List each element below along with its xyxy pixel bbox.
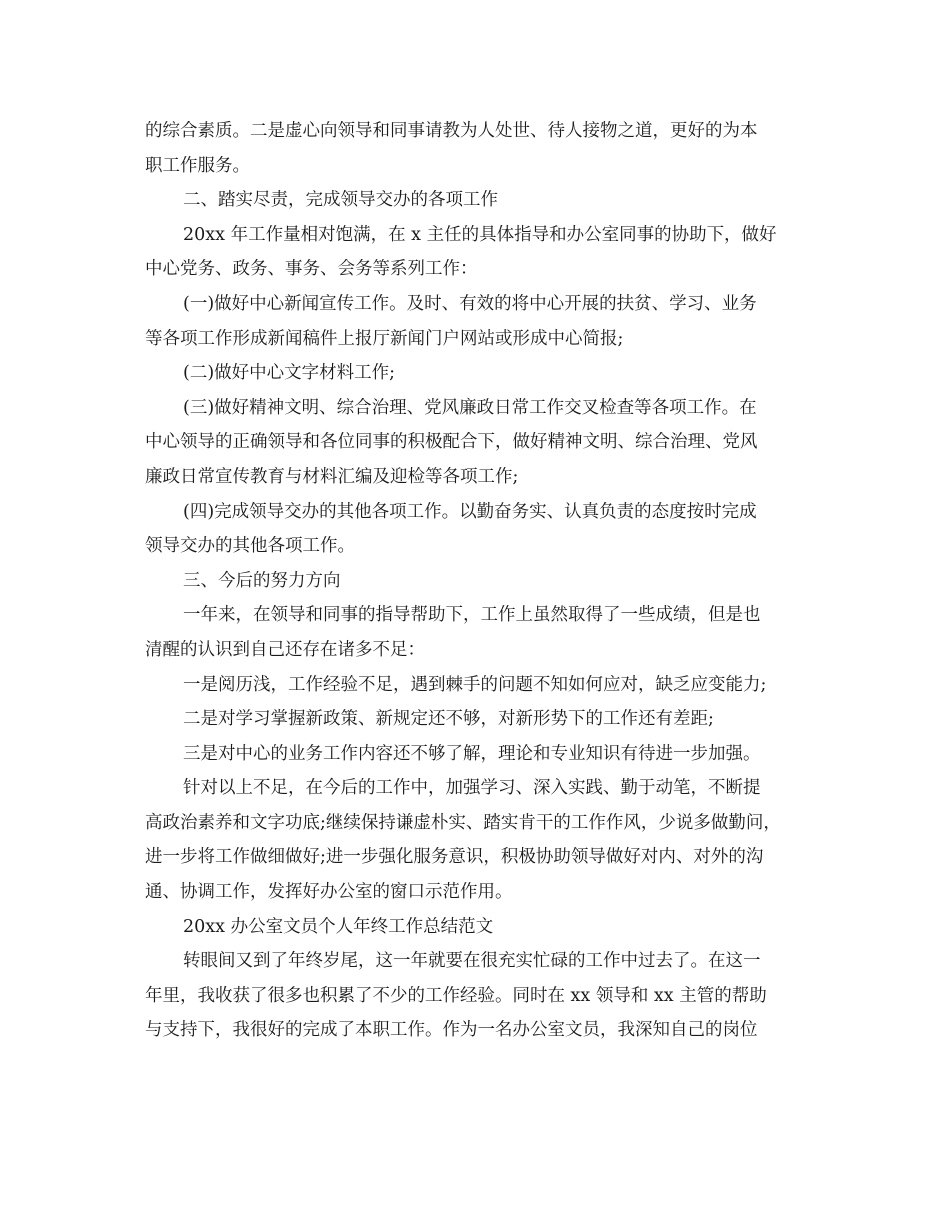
text-line: 三是对中心的业务工作内容还不够了解，理论和专业知识有待进一步加强。 (183, 743, 761, 764)
text-line: 中心党务、政务、事务、会务等系列工作： (145, 259, 478, 280)
text-line: 进一步将工作做细做好;进一步强化服务意识，积极协助领导做好对内、对外的沟 (145, 847, 764, 868)
document-body (145, 114, 815, 1048)
text-line: 针对以上不足，在今后的工作中，加强学习、深入实践、勤于动笔，不断提 (183, 778, 761, 799)
text-line: 中心领导的正确领导和各位同事的积极配合下，做好精神文明、综合治理、党风 (145, 432, 758, 453)
text-line: 二是对学习掌握新政策、新规定还不够，对新形势下的工作还有差距; (183, 709, 714, 730)
text-line: (四)完成领导交办的其他各项工作。以勤奋务实、认真负责的态度按时完成 (183, 501, 757, 522)
text-line: 等各项工作形成新闻稿件上报厅新闻门户网站或形成中心简报; (145, 328, 624, 349)
text-line: 廉政日常宣传教育与材料汇编及迎检等各项工作; (145, 466, 519, 487)
text-line: 领导交办的其他各项工作。 (145, 536, 355, 557)
text-line: (三)做好精神文明、综合治理、党风廉政日常工作交叉检查等各项工作。在 (183, 397, 757, 418)
text-line: 二、踏实尽责，完成领导交办的各项工作 (183, 190, 498, 211)
text-line: 通、协调工作，发挥好办公室的窗口示范作用。 (145, 882, 513, 903)
text-line: 一是阅历浅，工作经验不足，遇到棘手的问题不知如何应对，缺乏应变能力; (183, 674, 767, 695)
text-line: 清醒的认识到自己还存在诸多不足： (145, 639, 425, 660)
text-line: 三、今后的努力方向 (183, 570, 341, 591)
text-line: 职工作服务。 (145, 155, 250, 176)
text-line: 20xx 办公室文员个人年终工作总结范文 (183, 916, 494, 937)
text-line: 高政治素养和文字功底;继续保持谦虚朴实、踏实肯干的工作作风，少说多做勤问， (145, 812, 781, 833)
text-line: (二)做好中心文字材料工作; (183, 363, 396, 384)
text-line: 转眼间又到了年终岁尾，这一年就要在很充实忙碌的工作中过去了。在这一 (183, 951, 761, 972)
text-line: 与支持下，我很好的完成了本职工作。作为一名办公室文员，我深知自己的岗位 (145, 1020, 758, 1041)
text-line: 年里，我收获了很多也积累了不少的工作经验。同时在 xx 领导和 xx 主管的帮助 (145, 985, 767, 1006)
text-line: 一年来，在领导和同事的指导帮助下，工作上虽然取得了一些成绩，但是也 (183, 605, 761, 626)
text-line: 20xx 年工作量相对饱满，在 x 主任的具体指导和办公室同事的协助下，做好 (183, 224, 777, 245)
text-line: 的综合素质。二是虚心向领导和同事请教为人处世、待人接物之道，更好的为本 (145, 121, 758, 141)
text-line: (一)做好中心新闻宣传工作。及时、有效的将中心开展的扶贫、学习、业务 (183, 293, 757, 314)
